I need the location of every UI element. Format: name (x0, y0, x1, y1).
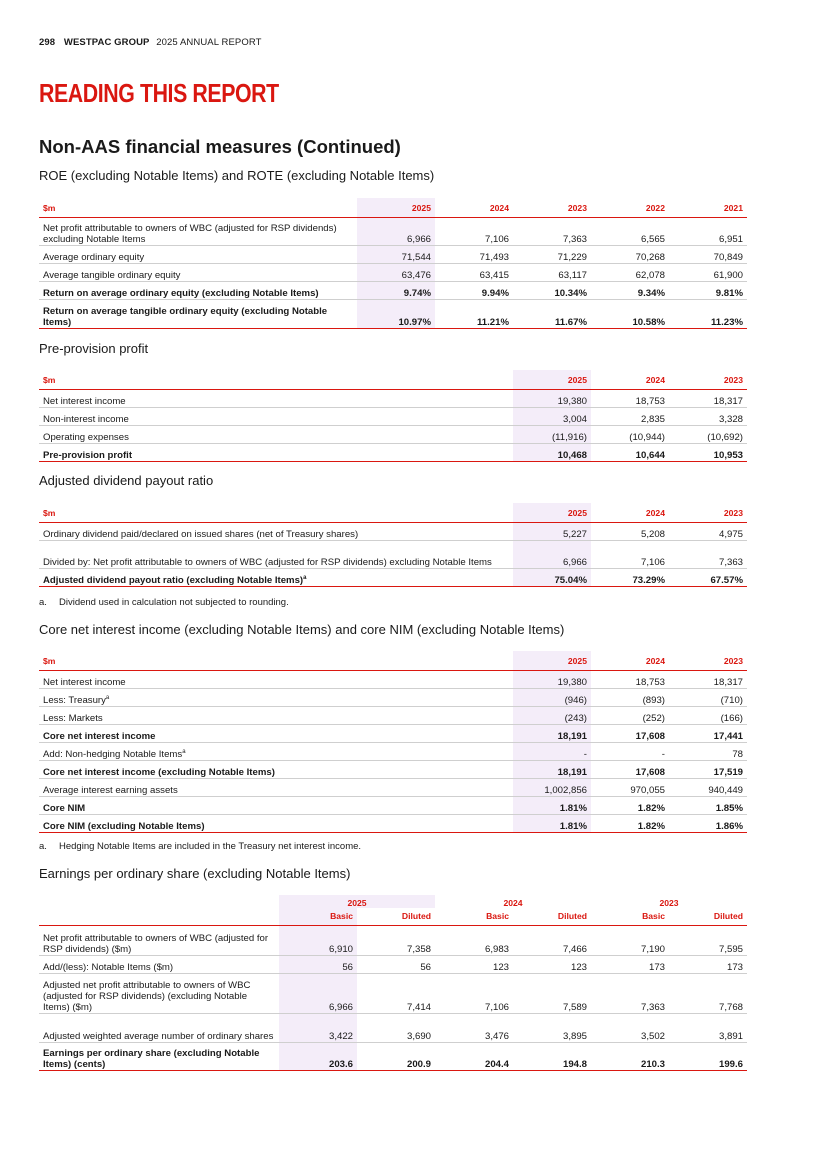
cell: (10,944) (591, 426, 669, 444)
nim-footnote (39, 841, 361, 852)
table-row (39, 779, 747, 797)
row-label-text: Divided by: Net profit attributable to owners of WBC (adjusted for RSP dividends) excluding Notable Items (43, 557, 492, 568)
nim-table (39, 651, 747, 833)
cell: 9.94% (435, 282, 513, 300)
column-header: 2024 (591, 503, 669, 523)
cell: 3,328 (669, 408, 747, 426)
cell: 7,414 (357, 974, 435, 1014)
row-label: Core net interest income (excluding Notable Items) (39, 761, 513, 779)
cell: 3,502 (591, 1014, 669, 1043)
cell: 70,268 (591, 246, 669, 264)
row-label: Adjusted weighted average number of ordinary shares (39, 1014, 279, 1043)
year-group-header: 2023 (659, 898, 679, 908)
cell: 173 (591, 956, 669, 974)
row-label (39, 541, 513, 569)
column-header: 2024 (591, 651, 669, 671)
cell: 6,966 (513, 541, 591, 569)
row-label-text: Add: Non-hedging Notable Items (43, 749, 183, 760)
row-label: Return on average ordinary equity (excluding Notable Items) (39, 282, 357, 300)
table-row (39, 761, 747, 779)
cell: 18,753 (591, 671, 669, 689)
page-title: Non-AAS financial measures (Continued) (39, 136, 401, 157)
cell: 9.74% (357, 282, 435, 300)
footnote-marker: a (182, 748, 186, 755)
table-row (39, 974, 747, 1014)
column-header: $m (39, 370, 513, 390)
table-row (39, 282, 747, 300)
cell: 18,191 (513, 761, 591, 779)
running-header (39, 37, 262, 48)
cell: 71,229 (513, 246, 591, 264)
cell: 17,608 (591, 725, 669, 743)
cell: 7,106 (591, 541, 669, 569)
cell: 56 (357, 956, 435, 974)
column-header: 2023 (669, 651, 747, 671)
row-label: Net profit attributable to owners of WBC (adjusted for RSP dividends) excluding Notable Items (39, 218, 357, 246)
column-header: 2024 (591, 370, 669, 390)
column-header: 2023 (669, 503, 747, 523)
cell: 71,493 (435, 246, 513, 264)
dpr-table-title: Adjusted dividend payout ratio (39, 473, 214, 488)
cell: 173 (669, 956, 747, 974)
cell: 18,191 (513, 725, 591, 743)
cell: 10.97% (357, 300, 435, 329)
column-header: 2025 (357, 198, 435, 218)
column-header: $m (39, 651, 513, 671)
row-label: Core NIM (39, 797, 513, 815)
cell: 123 (513, 956, 591, 974)
column-header-diluted: Diluted (357, 908, 435, 926)
cell: 5,208 (591, 523, 669, 541)
eps-table-title: Earnings per ordinary share (excluding Notable Items) (39, 866, 351, 881)
cell: (10,692) (669, 426, 747, 444)
cell: 9.81% (669, 282, 747, 300)
column-header: 2025 (513, 370, 591, 390)
ppp-table-title: Pre-provision profit (39, 341, 149, 356)
row-label: Add/(less): Notable Items ($m) (39, 956, 279, 974)
cell: 4,975 (669, 523, 747, 541)
cell: 6,983 (435, 926, 513, 956)
cell: 70,849 (669, 246, 747, 264)
cell: (252) (591, 707, 669, 725)
row-label: Adjusted net profit attributable to owners of WBC (adjusted for RSP dividends) (excluding Notable Items) ($m) (39, 974, 279, 1014)
document-name: 2025 ANNUAL REPORT (156, 37, 262, 48)
column-header: 2025 (513, 503, 591, 523)
nim-table-title: Core net interest income (excluding Notable Items) and core NIM (excluding Notable Items) (39, 622, 565, 637)
footnote-letter: a. (39, 841, 47, 852)
cell: 56 (279, 956, 357, 974)
row-label: Ordinary dividend paid/declared on issued shares (net of Treasury shares) (39, 523, 513, 541)
row-label: Earnings per ordinary share (excluding Notable Items) (cents) (39, 1043, 279, 1071)
cell: 7,106 (435, 218, 513, 246)
cell: 18,317 (669, 671, 747, 689)
cell: 67.57% (669, 569, 747, 587)
footnote-text: Dividend used in calculation not subjected to rounding. (59, 597, 289, 608)
cell: - (591, 743, 669, 761)
year-group-header: 2024 (503, 898, 523, 908)
column-header: 2024 (435, 198, 513, 218)
table-row (39, 426, 747, 444)
year-group-header: 2025 (279, 895, 435, 908)
cell: 210.3 (591, 1043, 669, 1071)
row-label (39, 569, 513, 587)
ppp-table (39, 370, 747, 462)
row-label (39, 743, 513, 761)
cell: 11.67% (513, 300, 591, 329)
footnote-letter: a. (39, 597, 47, 608)
cell: 17,519 (669, 761, 747, 779)
row-label: Net profit attributable to owners of WBC (adjusted for RSP dividends) ($m) (39, 926, 279, 956)
row-label: Core net interest income (39, 725, 513, 743)
cell: 1.82% (591, 797, 669, 815)
cell: (710) (669, 689, 747, 707)
table-row (39, 797, 747, 815)
column-header: 2025 (513, 651, 591, 671)
table-row (39, 1043, 747, 1071)
cell: 7,589 (513, 974, 591, 1014)
column-header: $m (39, 503, 513, 523)
cell: 7,363 (669, 541, 747, 569)
cell: - (513, 743, 591, 761)
cell: 6,565 (591, 218, 669, 246)
table-row (39, 390, 747, 408)
cell: 1,002,856 (513, 779, 591, 797)
cell: 18,753 (591, 390, 669, 408)
column-header-diluted: Diluted (669, 908, 747, 926)
cell: 6,966 (279, 974, 357, 1014)
cell: 200.9 (357, 1043, 435, 1071)
table-row (39, 444, 747, 462)
cell: 18,317 (669, 390, 747, 408)
cell: 204.4 (435, 1043, 513, 1071)
column-header-basic: Basic (435, 908, 513, 926)
cell: 970,055 (591, 779, 669, 797)
cell: 11.21% (435, 300, 513, 329)
cell: 6,951 (669, 218, 747, 246)
table-row (39, 300, 747, 329)
cell: 1.81% (513, 815, 591, 833)
section-title: READING THIS REPORT (39, 78, 279, 108)
cell: 7,190 (591, 926, 669, 956)
cell: 3,895 (513, 1014, 591, 1043)
cell: (946) (513, 689, 591, 707)
table-row (39, 523, 747, 541)
cell: 203.6 (279, 1043, 357, 1071)
cell: 7,358 (357, 926, 435, 956)
dpr-footnote (39, 597, 289, 608)
footnote-marker: a (303, 574, 307, 581)
column-header: $m (39, 198, 357, 218)
cell: 63,117 (513, 264, 591, 282)
cell: 19,380 (513, 390, 591, 408)
table-row (39, 707, 747, 725)
row-label: Core NIM (excluding Notable Items) (39, 815, 513, 833)
row-label-text: Less: Treasury (43, 695, 106, 706)
table-row (39, 815, 747, 833)
cell: 6,910 (279, 926, 357, 956)
column-header: 2023 (669, 370, 747, 390)
row-label: Average ordinary equity (39, 246, 357, 264)
roe-table-title: ROE (excluding Notable Items) and ROTE (excluding Notable Items) (39, 168, 435, 183)
cell: 3,004 (513, 408, 591, 426)
column-header: 2021 (669, 198, 747, 218)
row-label: Average tangible ordinary equity (39, 264, 357, 282)
table-row (39, 246, 747, 264)
table-row (39, 408, 747, 426)
dpr-table (39, 503, 747, 587)
cell: 10.34% (513, 282, 591, 300)
cell: (166) (669, 707, 747, 725)
org-name: WESTPAC GROUP (63, 37, 150, 48)
table-row (39, 725, 747, 743)
cell: 7,363 (591, 974, 669, 1014)
cell: 7,106 (435, 974, 513, 1014)
cell: 2,835 (591, 408, 669, 426)
cell: 3,422 (279, 1014, 357, 1043)
cell: 10.58% (591, 300, 669, 329)
row-label: Pre-provision profit (39, 444, 513, 462)
table-row (39, 689, 747, 707)
cell: 61,900 (669, 264, 747, 282)
cell: 1.81% (513, 797, 591, 815)
cell: 194.8 (513, 1043, 591, 1071)
cell: 5,227 (513, 523, 591, 541)
row-label-text: Adjusted dividend payout ratio (excluding Notable Items) (43, 575, 304, 586)
cell: (243) (513, 707, 591, 725)
table-row (39, 926, 747, 956)
cell: 3,476 (435, 1014, 513, 1043)
cell: 3,690 (357, 1014, 435, 1043)
column-header: 2022 (591, 198, 669, 218)
row-label: Return on average tangible ordinary equity (excluding Notable Items) (39, 300, 357, 329)
row-label: Net interest income (39, 390, 513, 408)
cell: 6,966 (357, 218, 435, 246)
page-number: 298 (39, 37, 56, 48)
table-row (39, 264, 747, 282)
eps-table (39, 895, 747, 1071)
cell: 19,380 (513, 671, 591, 689)
row-label: Non-interest income (39, 408, 513, 426)
cell: 75.04% (513, 569, 591, 587)
table-row (39, 956, 747, 974)
table-row (39, 743, 747, 761)
cell: 7,466 (513, 926, 591, 956)
table-row (39, 541, 747, 569)
column-header-basic: Basic (591, 908, 669, 926)
cell: 73.29% (591, 569, 669, 587)
cell: 1.86% (669, 815, 747, 833)
row-label: Average interest earning assets (39, 779, 513, 797)
row-label: Operating expenses (39, 426, 513, 444)
cell: 1.85% (669, 797, 747, 815)
cell: 9.34% (591, 282, 669, 300)
row-label: Net interest income (39, 671, 513, 689)
cell: 11.23% (669, 300, 747, 329)
cell: 10,644 (591, 444, 669, 462)
cell: 940,449 (669, 779, 747, 797)
cell: (893) (591, 689, 669, 707)
cell: 123 (435, 956, 513, 974)
footnote-marker: a (105, 694, 110, 701)
column-header-diluted: Diluted (513, 908, 591, 926)
cell: 10,953 (669, 444, 747, 462)
roe-table (39, 198, 747, 329)
footnote-text: Hedging Notable Items are included in the Treasury net interest income. (59, 841, 362, 852)
row-label (39, 689, 513, 707)
cell: 3,891 (669, 1014, 747, 1043)
table-row (39, 1014, 747, 1043)
cell: 10,468 (513, 444, 591, 462)
cell: 17,441 (669, 725, 747, 743)
table-row (39, 671, 747, 689)
cell: 78 (669, 743, 747, 761)
cell: 17,608 (591, 761, 669, 779)
cell: 7,768 (669, 974, 747, 1014)
row-label: Less: Markets (39, 707, 513, 725)
cell: 1.82% (591, 815, 669, 833)
cell: 63,476 (357, 264, 435, 282)
column-header-basic: Basic (279, 908, 357, 926)
table-row (39, 569, 747, 587)
cell: 199.6 (669, 1043, 747, 1071)
table-row (39, 218, 747, 246)
cell: 71,544 (357, 246, 435, 264)
cell: 7,363 (513, 218, 591, 246)
cell: 63,415 (435, 264, 513, 282)
cell: (11,916) (513, 426, 591, 444)
cell: 7,595 (669, 926, 747, 956)
column-header: 2023 (513, 198, 591, 218)
cell: 62,078 (591, 264, 669, 282)
